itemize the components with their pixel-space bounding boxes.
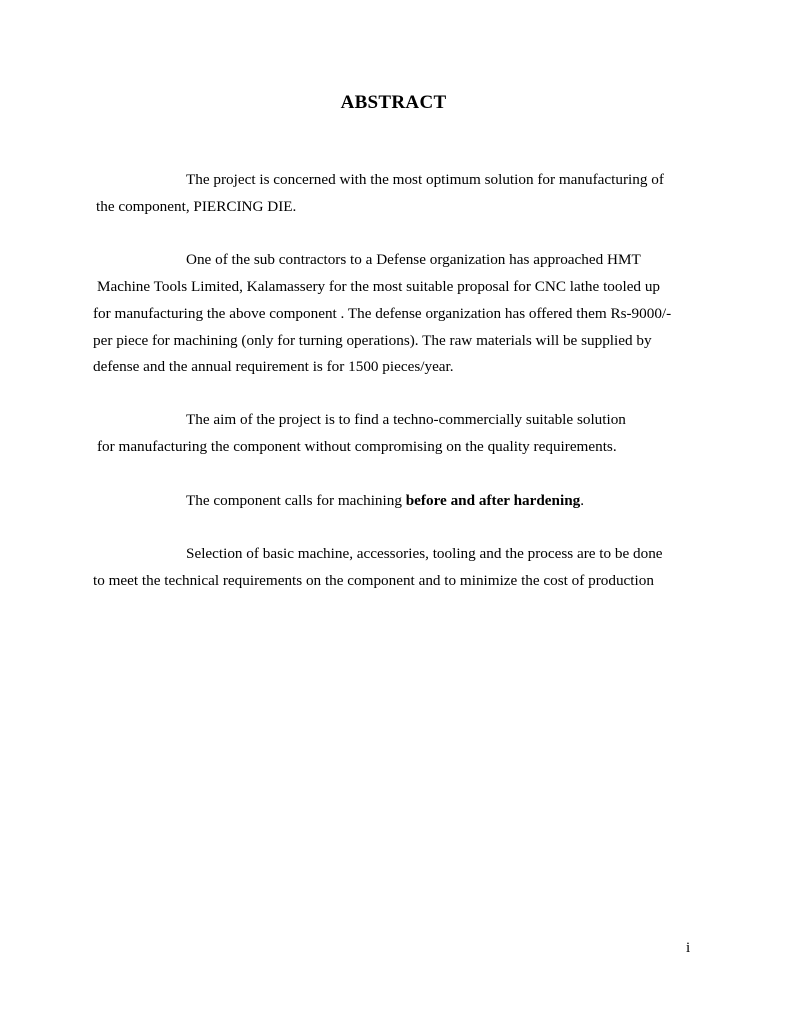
paragraph-5-line-1: Selection of basic machine, accessories, tooling and the process are to be done <box>186 545 663 562</box>
paragraph-2-line-1: One of the sub contractors to a Defense organization has approached HMT <box>186 251 641 268</box>
paragraph-4-line-1 <box>186 492 584 510</box>
paragraph-2-line-5: defense and the annual requirement is for 1500 pieces/year. <box>93 358 454 375</box>
paragraph-2-line-4: per piece for machining (only for turning operations). The raw materials will be supplied by <box>93 332 652 349</box>
paragraph-5-line-2: to meet the technical requirements on the component and to minimize the cost of production <box>93 572 654 589</box>
page-title-text: ABSTRACT <box>340 92 447 113</box>
paragraph-4-bold: before and after hardening <box>405 492 581 509</box>
paragraph-1-line-1: The project is concerned with the most optimum solution for manufacturing of <box>186 171 664 188</box>
page-number: i <box>686 940 691 956</box>
paragraph-2-line-3: for manufacturing the above component . The defense organization has offered them Rs-9000/- <box>93 305 672 322</box>
paragraph-3-line-1: The aim of the project is to find a techno-commercially suitable solution <box>186 411 626 428</box>
page-title <box>0 92 791 114</box>
paragraph-4-suffix: . <box>580 492 585 509</box>
paragraph-3-line-2: for manufacturing the component without compromising on the quality requirements. <box>97 438 617 455</box>
paragraph-1-line-2: the component, PIERCING DIE. <box>96 198 297 215</box>
paragraph-4-prefix: The component calls for machining <box>186 492 406 509</box>
paragraph-2-line-2: Machine Tools Limited, Kalamassery for the most suitable proposal for CNC lathe tooled up <box>97 278 661 295</box>
